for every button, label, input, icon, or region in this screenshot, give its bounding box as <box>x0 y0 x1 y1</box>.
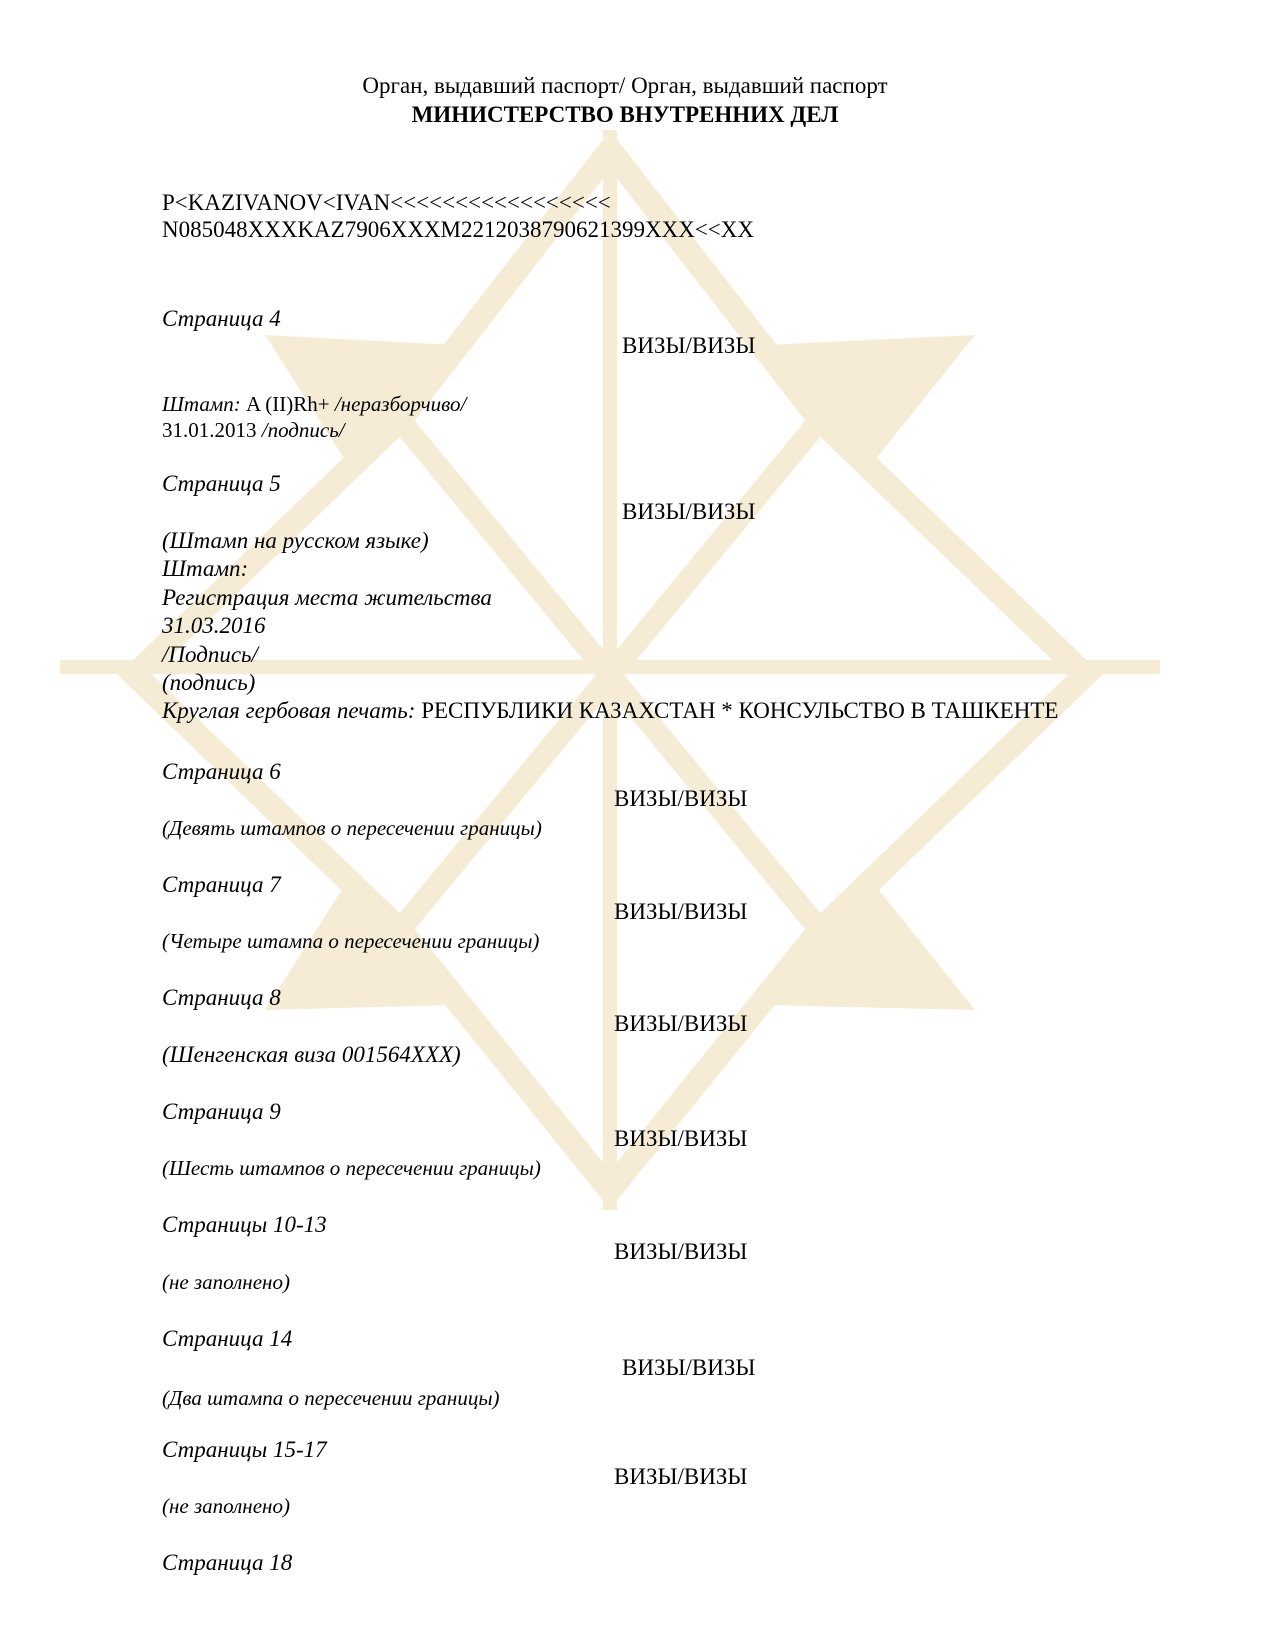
visa-label-pages-10-13: ВИЗЫ/ВИЗЫ <box>614 1239 748 1264</box>
pages-15-17-note: (не заполнено) <box>162 1494 290 1518</box>
mrz-line-1: P<KAZIVANOV<IVAN<<<<<<<<<<<<<<<<< <box>162 190 611 215</box>
visa-label-pages-15-17: ВИЗЫ/ВИЗЫ <box>614 1464 748 1489</box>
signature-note: /подпись/ <box>261 418 345 442</box>
blood-type: A (II)Rh+ <box>245 392 330 416</box>
page-14-title: Страница 14 <box>162 1326 293 1351</box>
ministry-heading: МИНИСТЕРСТВО ВНУТРЕННИХ ДЕЛ <box>411 102 839 127</box>
page-5-line: 31.03.2016 <box>162 613 266 638</box>
seal-label: Круглая гербовая печать: <box>162 698 416 723</box>
mrz-line-2: N085048XXXKAZ7906XXXM2212038790621399XXX<<XX <box>162 217 754 242</box>
page-5-line: (Штамп на русском языке) <box>162 528 429 553</box>
issuer-heading: Орган, выдавший паспорт/ Орган, выдавший паспорт <box>362 73 888 98</box>
page-5-line: (подпись) <box>162 670 256 695</box>
visa-label-page-14: ВИЗЫ/ВИЗЫ <box>622 1355 756 1380</box>
visa-label-page-8: ВИЗЫ/ВИЗЫ <box>614 1011 748 1036</box>
visa-label-page-5: ВИЗЫ/ВИЗЫ <box>622 499 756 524</box>
page-4-date-line <box>162 416 345 444</box>
stamp-date: 31.01.2013 <box>162 418 257 442</box>
visa-label-page-7: ВИЗЫ/ВИЗЫ <box>614 899 748 924</box>
page-4-title: Страница 4 <box>162 306 281 331</box>
page-5-line: Штамп: <box>162 556 249 581</box>
page-18-title: Страница 18 <box>162 1550 293 1575</box>
page-5-seal-line <box>162 697 1058 725</box>
page-8-title: Страница 8 <box>162 985 281 1010</box>
visa-label-page-4: ВИЗЫ/ВИЗЫ <box>622 333 756 358</box>
pages-10-13-note: (не заполнено) <box>162 1270 290 1294</box>
page-5-title: Страница 5 <box>162 471 281 496</box>
page-9-title: Страница 9 <box>162 1099 281 1124</box>
page-7-title: Страница 7 <box>162 872 281 897</box>
pages-15-17-title: Страницы 15-17 <box>162 1437 327 1462</box>
page-7-note: (Четыре штампа о пересечении границы) <box>162 929 540 953</box>
page-5-line: Регистрация места жительства <box>162 585 492 610</box>
pages-10-13-title: Страницы 10-13 <box>162 1212 327 1237</box>
page-5-line: /Подпись/ <box>162 642 258 667</box>
page-6-note: (Девять штампов о пересечении границы) <box>162 816 542 840</box>
page-9-note: (Шесть штампов о пересечении границы) <box>162 1156 541 1180</box>
page-6-title: Страница 6 <box>162 759 281 784</box>
page-8-note: (Шенгенская виза 001564XXX) <box>162 1042 461 1067</box>
visa-label-page-6: ВИЗЫ/ВИЗЫ <box>614 786 748 811</box>
illegible-note: /неразборчиво/ <box>334 392 467 416</box>
page-14-note: (Два штампа о пересечении границы) <box>162 1386 500 1410</box>
page-4-stamp-line <box>162 390 466 418</box>
visa-label-page-9: ВИЗЫ/ВИЗЫ <box>614 1126 748 1151</box>
stamp-label: Штамп: <box>162 392 241 416</box>
seal-text: РЕСПУБЛИКИ КАЗАХСТАН * КОНСУЛЬСТВО В ТАШКЕНТЕ <box>421 698 1059 723</box>
